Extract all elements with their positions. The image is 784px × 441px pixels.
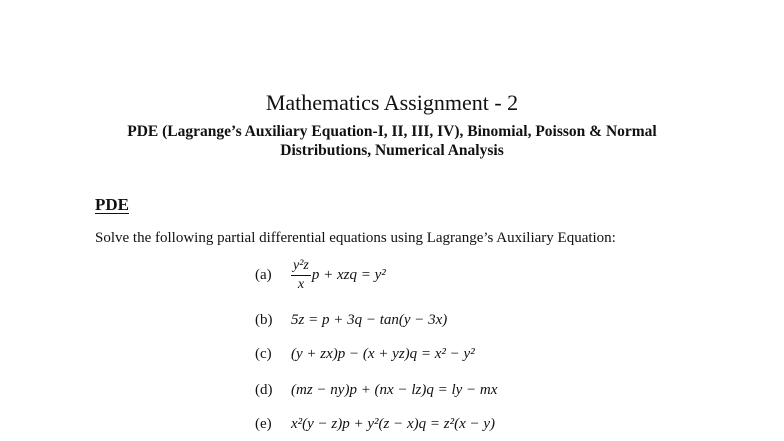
problem-d (255, 382, 497, 399)
problem-equation: (mz − ny)p + (nx − lz)q = ly − mx (291, 382, 498, 398)
problem-e (255, 416, 495, 433)
instruction-text: Solve the following partial differential equations using Lagrange’s Auxiliary Equation: (95, 230, 616, 246)
problem-a (255, 258, 386, 293)
problem-equation (291, 258, 386, 293)
fraction (291, 258, 311, 293)
problem-equation: x²(y − z)p + y²(z − x)q = z²(x − y) (291, 416, 496, 432)
problem-c (255, 346, 475, 363)
problem-label: (e) (255, 416, 272, 432)
problem-equation: 5z = p + 3q − tan(y − 3x) (291, 312, 448, 328)
problem-b (255, 312, 447, 329)
fraction-numerator: y²z (291, 258, 311, 276)
problem-equation: (y + zx)p − (x + yz)q = x² − y² (291, 346, 475, 362)
problem-label: (c) (255, 346, 272, 362)
page-title: Mathematics Assignment - 2 (265, 90, 519, 115)
page-subtitle: PDE (Lagrange’s Auxiliary Equation-I, II, III, IV), Binomial, Poisson & Normal Distributions, Numerical Analysis (127, 123, 657, 159)
fraction-denominator: x (297, 277, 305, 292)
problem-label: (b) (255, 312, 273, 328)
problem-label: (a) (255, 267, 272, 283)
equation-rest: p + xzq = y² (311, 266, 386, 283)
section-heading-pde: PDE (95, 195, 129, 214)
problem-label: (d) (255, 382, 273, 398)
